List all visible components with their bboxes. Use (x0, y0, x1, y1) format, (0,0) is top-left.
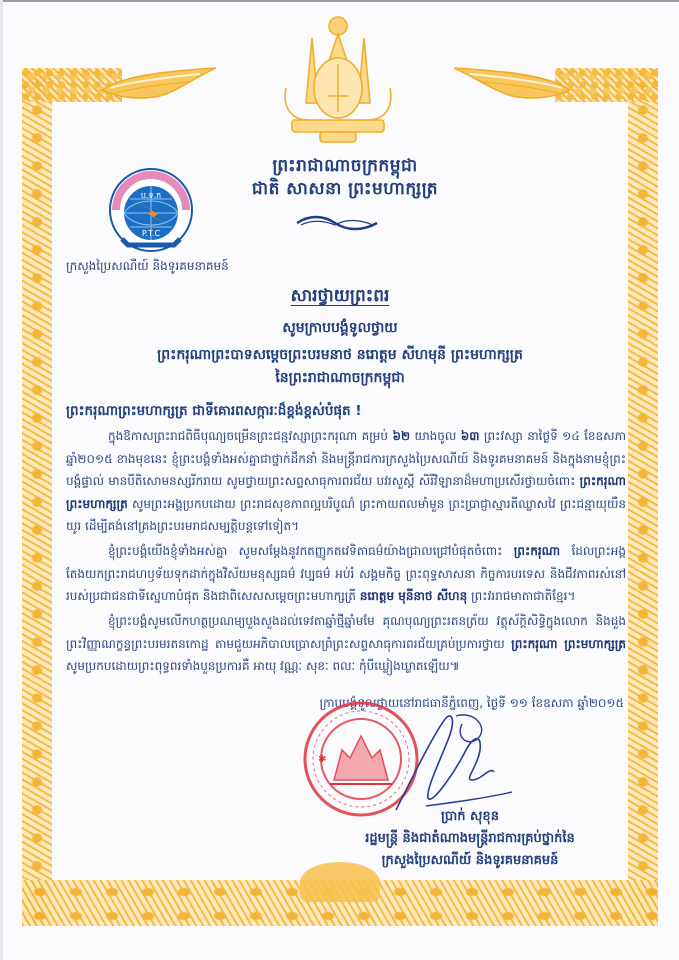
letter-subtitle: សូមក្រាបបង្គំទូលថ្វាយ (282, 320, 398, 336)
handwritten-signature-icon (386, 710, 516, 820)
salutation: ព្រះករុណាព្រះមហាក្សត្រ ជាទីគោរពសក្ការៈដ៏ខ្ពង់ខ្ពស់បំផុត ! (66, 403, 362, 419)
body-paragraph-2: ខ្ញុំព្រះបង្គំយើងខ្ញុំទាំងអស់គ្នា សូមសម្តែងនូវកតញ្ញូកតវេទិតាធម៌យ៉ាងជ្រាលជ្រៅបំផុតចំពោះ ព្រះករុណា ដែលព្រះអង្គតែងយកព្រះរាជហឫទ័យទុកដាក់ក្នុងវិស័យមនុស្សធម៌ វប្បធម៌ អប់រំ សង្គមកិច្ច ព្រះពុទ្ធសាសនា កិច្ចការបរទេស និងជីវភាពរស់នៅរបស់ប្រជាជនជាទីស្នេហាបំផុត និងជាពិសេសសម្តេចព្រះមហាក្សត្រី នរោត្តម មុនីនាថ សីហនុ ព្រះវររាជមាតាជាតិខ្មែរ។ (66, 544, 626, 603)
letter-title: សារថ្វាយព្រះពរ (290, 286, 390, 306)
svg-text:P.T.C: P.T.C (141, 229, 161, 238)
body-paragraph-1: ក្នុងឱកាសព្រះរាជពិធីបុណ្យចម្រើនព្រះជន្មវស្សាព្រះករុណា គម្រប់ ៦២ យាងចូល ៦៣ ព្រះវស្សា នាថ្ងៃទី ១៤ ខែឧសភា ឆ្នាំ២០១៥ ខាងមុខនេះ ខ្ញុំព្រះបង្គំទាំងអស់គ្នាជាថ្នាក់ដឹកនាំ និងមន្ត្រីរាជការក្រសួងប្រៃសណីយ៍ និងទូរគមនាគមន៍ និងក្នុងនាមខ្ញុំព្រះបង្គំផ្ទាល់ មានបីតិសោមនស្សរីករាយ សូមថ្វាយព្រះសព្ទសាធុការពរជ័យ បវរសួស្តី សិរីវិឡានាដ៏មហាប្រសើរថ្វាយចំពោះ ព្រះករុណា ព្រះមហាក្សត្រ សូមព្រះអង្គប្រកបដោយ ព្រះរាជសុខភាពល្អបរិបូណ៌ ព្រះកាយពលមាំមួន ព្រះប្រាជ្ញាស្មារតីឈ្លាសវៃ ព្រះជន្មាយុយឺនយូរ ដើម្បីគង់នៅគ្រងព្រះបរមរាជសម្បត្តិបន្តទៅទៀត។ (66, 429, 626, 533)
addressee-line-2: នៃព្រះរាជាណាចក្រកម្ពុជា (275, 370, 405, 386)
left-wing-flourish-icon (100, 60, 218, 102)
body-paragraph-3: ខ្ញុំព្រះបង្គំសូមលើកហត្ថប្រណម្យបួងសួងដល់ទេវតាឆ្នាំថ្មីឆ្នាំមមែ គុណបុណ្យព្រះរតនត្រ័យ វត្ថុស័ក្តិសិទ្ធិក្នុងលោក និងដួងព្រះវិញ្ញាណក្ខន្ធព្រះបរមរតនកោដ្ឋ តាមជួយអភិបាលប្រោសព្រំព្រះសព្ទសាធុការពរជ័យគ្រប់ប្រការថ្វាយ ព្រះករុណា ព្រះមហាក្សត្រ សូមប្រកបដោយព្រះពុទ្ធពរទាំងបួនប្រការគឺ អាយុ វណ្ណៈ សុខៈ ពលៈ កុំបីឃ្លៀងឃ្លាតឡើយ៕ (66, 614, 626, 673)
scan-top-edge (0, 0, 679, 2)
ptc-ministry-logo-icon (108, 167, 194, 253)
ornamental-border-left (22, 68, 52, 926)
ornamental-border-right (628, 68, 658, 926)
decorative-flourish-icon (295, 215, 379, 231)
scan-left-edge (0, 0, 3, 960)
addressee-line-1: ព្រះករុណាព្រះបាទសម្តេចព្រះបរមនាថ នរោត្តម សីហមុនី ព្រះមហាក្សត្រ (157, 347, 523, 363)
place-and-date: ក្រាបបង្គំទូលថ្វាយនៅរាជធានីភ្នំពេញ, ថ្ងៃទី ១១ ខែឧសភា ឆ្នាំ២០១៥ (319, 696, 624, 710)
national-motto: ជាតិ សាសនា ព្រះមហាក្សត្រ (251, 179, 439, 199)
svg-text:ប.ទ.ក: ប.ទ.ក (140, 191, 162, 200)
national-title-kingdom: ព្រះរាជាណាចក្រកម្ពុជា (272, 156, 418, 176)
signer-title-line-2: ក្រសួងប្រៃសណីយ៍ និងទូរគមនាគមន៍ (381, 853, 559, 868)
signer-title-line-1: រដ្ឋមន្ត្រី និងជាតំណាងមន្ត្រីរាជការគ្រប់ថ្នាក់នៃ (365, 831, 575, 846)
signer-name: ប្រាក់ សុខុន (441, 809, 499, 824)
right-wing-flourish-icon (452, 60, 572, 102)
royal-arms-of-cambodia-icon (272, 8, 404, 146)
ministry-name-label: ក្រសួងប្រៃសណីយ៍ និងទូរគមនាគមន៍ (66, 259, 229, 273)
svg-text:✱: ✱ (318, 754, 327, 765)
